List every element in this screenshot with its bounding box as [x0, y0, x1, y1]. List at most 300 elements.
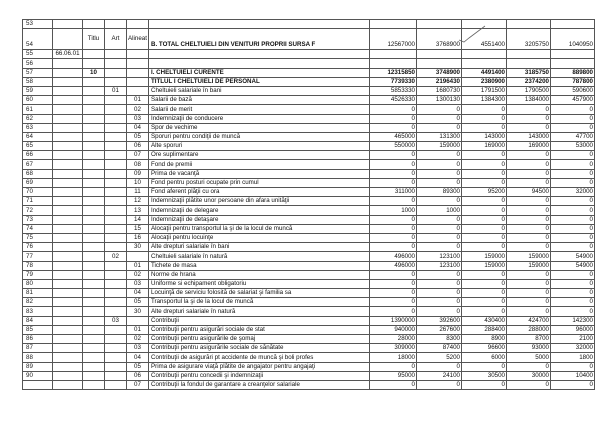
- paragraph-code-cell: 14: [127, 215, 149, 224]
- amount-cell: 889800: [551, 68, 595, 77]
- amount-cell: 93000: [507, 344, 551, 353]
- amount-cell: 0: [370, 105, 417, 114]
- chapter-code-cell: [53, 261, 83, 270]
- amount-cell: [370, 59, 417, 68]
- amount-cell: 8700: [507, 335, 551, 344]
- row-number-cell: 54: [23, 29, 53, 50]
- amount-cell: 0: [507, 298, 551, 307]
- amount-cell: 0: [551, 169, 595, 178]
- article-code-cell: [105, 335, 127, 344]
- article-code-cell: [105, 59, 127, 68]
- amount-cell: 0: [507, 270, 551, 279]
- description-cell: Cheltuieli salariale în natură: [149, 252, 370, 261]
- title-code-cell: [83, 188, 105, 197]
- amount-cell: 0: [551, 289, 595, 298]
- chapter-code-cell: [53, 160, 83, 169]
- table-row: [23, 243, 595, 252]
- row-number-cell: 60: [23, 96, 53, 105]
- amount-cell: 0: [417, 160, 462, 169]
- amount-cell: 96000: [551, 325, 595, 334]
- amount-cell: 0: [507, 105, 551, 114]
- amount-cell: 5200: [417, 353, 462, 362]
- description-cell: [149, 59, 370, 68]
- amount-cell: 0: [417, 123, 462, 132]
- paragraph-code-cell: 02: [127, 270, 149, 279]
- amount-cell: 0: [507, 233, 551, 242]
- description-cell: Fond de premii: [149, 160, 370, 169]
- amount-cell: 0: [507, 169, 551, 178]
- table-body: [23, 20, 595, 390]
- table-row: [23, 261, 595, 270]
- amount-cell: 0: [507, 224, 551, 233]
- amount-cell: 143000: [507, 132, 551, 141]
- paragraph-code-cell: 05: [127, 362, 149, 371]
- row-number-cell: 90: [23, 371, 53, 380]
- table-row: [23, 344, 595, 353]
- amount-cell: 0: [370, 178, 417, 187]
- chapter-code-cell: [53, 316, 83, 325]
- paragraph-code-cell: 10: [127, 178, 149, 187]
- article-code-cell: [105, 50, 127, 59]
- amount-cell: 0: [462, 243, 507, 252]
- chapter-code-cell: [53, 335, 83, 344]
- amount-cell: 424700: [507, 316, 551, 325]
- row-number-cell: 58: [23, 77, 53, 86]
- description-cell: Salarii de merit: [149, 105, 370, 114]
- article-code-cell: [105, 151, 127, 160]
- paragraph-code-cell: 02: [127, 105, 149, 114]
- amount-cell: 0: [462, 279, 507, 288]
- title-code-cell: [83, 123, 105, 132]
- amount-cell: 288400: [462, 325, 507, 334]
- amount-cell: 0: [462, 289, 507, 298]
- amount-cell: 131300: [417, 132, 462, 141]
- title-code-cell: [83, 206, 105, 215]
- chapter-code-cell: [53, 169, 83, 178]
- amount-cell: 0: [551, 215, 595, 224]
- row-number-cell: 64: [23, 132, 53, 141]
- amount-cell: 28000: [370, 335, 417, 344]
- amount-cell: 0: [507, 362, 551, 371]
- table-row: [23, 316, 595, 325]
- amount-cell: 4491400: [462, 68, 507, 77]
- chapter-code-cell: [53, 123, 83, 132]
- amount-cell: 0: [462, 380, 507, 389]
- paragraph-code-cell: [127, 59, 149, 68]
- amount-cell: 0: [551, 151, 595, 160]
- table-row: [23, 50, 595, 59]
- amount-cell: 1680730: [417, 86, 462, 95]
- description-cell: Contribuţii pentru concedii şi indemnizaţii: [149, 371, 370, 380]
- amount-cell: [507, 59, 551, 68]
- row-number-cell: [23, 380, 53, 389]
- description-cell: Prima de vacanţă: [149, 169, 370, 178]
- amount-cell: 0: [370, 380, 417, 389]
- description-cell: Tichete de masa: [149, 261, 370, 270]
- paragraph-code-cell: 04: [127, 353, 149, 362]
- amount-cell: 32000: [551, 344, 595, 353]
- amount-cell: 392600: [417, 316, 462, 325]
- paragraph-code-cell: 11: [127, 188, 149, 197]
- paragraph-code-cell: 02: [127, 335, 149, 344]
- title-code-cell: [83, 96, 105, 105]
- article-code-cell: 02: [105, 252, 127, 261]
- table-row: [23, 105, 595, 114]
- title-code-cell: [83, 371, 105, 380]
- article-code-cell: [105, 114, 127, 123]
- chapter-code-cell: 66.06.01: [53, 50, 83, 59]
- paragraph-code-cell: 07: [127, 380, 149, 389]
- article-code-cell: [105, 380, 127, 389]
- row-number-cell: 77: [23, 252, 53, 261]
- article-code-cell: [105, 298, 127, 307]
- amount-cell: 0: [462, 307, 507, 316]
- article-code-cell: [105, 206, 127, 215]
- paragraph-code-cell: 09: [127, 169, 149, 178]
- title-code-cell: 10: [83, 68, 105, 77]
- article-code-cell: [105, 20, 127, 29]
- description-cell: Norme de hrana: [149, 270, 370, 279]
- row-number-cell: 57: [23, 68, 53, 77]
- amount-cell: [551, 59, 595, 68]
- paragraph-code-cell: 03: [127, 114, 149, 123]
- amount-cell: 12567000: [370, 29, 417, 50]
- paragraph-code-cell: [127, 86, 149, 95]
- description-cell: Transportul la şi de la locul de muncă: [149, 298, 370, 307]
- table-row: [23, 270, 595, 279]
- description-cell: Alocaţii pentru transportul la şi de la locul de muncă: [149, 224, 370, 233]
- article-code-cell: [105, 123, 127, 132]
- amount-cell: 1800: [551, 353, 595, 362]
- article-code-cell: [105, 307, 127, 316]
- description-cell: Prima de asigurare viaţă plătite de angajator pentru angajaţi: [149, 362, 370, 371]
- amount-cell: 0: [551, 307, 595, 316]
- title-code-cell: [83, 169, 105, 178]
- amount-cell: 0: [417, 215, 462, 224]
- table-row: [23, 86, 595, 95]
- amount-cell: 0: [417, 270, 462, 279]
- row-number-cell: 86: [23, 335, 53, 344]
- chapter-code-cell: [53, 252, 83, 261]
- table-row: [23, 215, 595, 224]
- title-code-cell: [83, 252, 105, 261]
- amount-cell: 3185750: [507, 68, 551, 77]
- description-cell: Indemnizaţii de delegare: [149, 206, 370, 215]
- table-row: [23, 114, 595, 123]
- amount-cell: 10400: [551, 371, 595, 380]
- title-code-cell: [83, 151, 105, 160]
- table-row: [23, 289, 595, 298]
- chapter-code-cell: [53, 105, 83, 114]
- amount-cell: 4526330: [370, 96, 417, 105]
- amount-cell: 0: [507, 380, 551, 389]
- amount-cell: [417, 59, 462, 68]
- title-code-cell: [83, 261, 105, 270]
- title-code-cell: [83, 215, 105, 224]
- amount-cell: 5853330: [370, 86, 417, 95]
- row-number-cell: 82: [23, 298, 53, 307]
- description-cell: Ore suplimentare: [149, 151, 370, 160]
- article-code-cell: [105, 289, 127, 298]
- table-row: [23, 151, 595, 160]
- amount-cell: 5000: [507, 353, 551, 362]
- article-code-cell: [105, 105, 127, 114]
- chapter-code-cell: [53, 68, 83, 77]
- amount-cell: 3748900: [417, 68, 462, 77]
- chapter-code-cell: [53, 96, 83, 105]
- article-code-cell: [105, 96, 127, 105]
- amount-cell: 159000: [417, 142, 462, 151]
- amount-cell: 0: [370, 362, 417, 371]
- amount-cell: 0: [462, 362, 507, 371]
- amount-cell: 2196430: [417, 77, 462, 86]
- row-number-cell: 78: [23, 261, 53, 270]
- chapter-code-cell: [53, 206, 83, 215]
- chapter-code-cell: [53, 215, 83, 224]
- row-number-cell: 73: [23, 215, 53, 224]
- amount-cell: 496000: [370, 252, 417, 261]
- paragraph-code-cell: 12: [127, 197, 149, 206]
- table-row: [23, 160, 595, 169]
- amount-cell: 159000: [462, 261, 507, 270]
- amount-cell: 0: [507, 151, 551, 160]
- amount-cell: 1791500: [462, 86, 507, 95]
- description-cell: I. CHELTUIELI CURENTE: [149, 68, 370, 77]
- amount-cell: 2380900: [462, 77, 507, 86]
- description-cell: [149, 20, 370, 29]
- chapter-code-cell: [53, 289, 83, 298]
- title-code-cell: [83, 132, 105, 141]
- amount-cell: 0: [507, 215, 551, 224]
- amount-cell: 0: [551, 105, 595, 114]
- amount-cell: 0: [370, 307, 417, 316]
- row-number-cell: 83: [23, 307, 53, 316]
- title-code-cell: [83, 316, 105, 325]
- budget-table: [22, 19, 595, 390]
- row-number-cell: 59: [23, 86, 53, 95]
- article-code-cell: 01: [105, 86, 127, 95]
- row-number-cell: 68: [23, 169, 53, 178]
- row-number-cell: 53: [23, 20, 53, 29]
- row-number-cell: 74: [23, 224, 53, 233]
- description-cell: Contribuţii pentru asigurările sociale de sănătate: [149, 344, 370, 353]
- amount-cell: 0: [462, 114, 507, 123]
- paragraph-code-cell: 01: [127, 261, 149, 270]
- amount-cell: 0: [417, 105, 462, 114]
- amount-cell: 0: [417, 178, 462, 187]
- amount-cell: 1790500: [507, 86, 551, 95]
- amount-cell: [370, 20, 417, 29]
- row-number-cell: 62: [23, 114, 53, 123]
- chapter-code-cell: [53, 279, 83, 288]
- amount-cell: 0: [462, 123, 507, 132]
- chapter-code-cell: [53, 325, 83, 334]
- row-number-cell: 84: [23, 316, 53, 325]
- amount-cell: [551, 20, 595, 29]
- title-code-cell: Titlu: [83, 29, 105, 50]
- amount-cell: 0: [551, 224, 595, 233]
- article-code-cell: 03: [105, 316, 127, 325]
- amount-cell: 0: [462, 105, 507, 114]
- amount-cell: 0: [462, 233, 507, 242]
- description-cell: Alte drepturi salariale în natură: [149, 307, 370, 316]
- amount-cell: 94500: [507, 188, 551, 197]
- table-row: [23, 77, 595, 86]
- amount-cell: 0: [417, 380, 462, 389]
- paragraph-code-cell: 08: [127, 160, 149, 169]
- amount-cell: 1040950: [551, 29, 595, 50]
- amount-cell: 1300130: [417, 96, 462, 105]
- amount-cell: 95200: [462, 188, 507, 197]
- amount-cell: 0: [507, 114, 551, 123]
- amount-cell: 0: [551, 160, 595, 169]
- amount-cell: 0: [462, 224, 507, 233]
- pen-tick-mark: [455, 22, 495, 44]
- table-row: [23, 233, 595, 242]
- amount-cell: 1384000: [507, 96, 551, 105]
- table-row: [23, 371, 595, 380]
- amount-cell: 0: [551, 178, 595, 187]
- amount-cell: 0: [370, 298, 417, 307]
- amount-cell: 0: [462, 160, 507, 169]
- table-row: [23, 178, 595, 187]
- amount-cell: 1000: [370, 206, 417, 215]
- amount-cell: 159000: [507, 261, 551, 270]
- table-row: [23, 298, 595, 307]
- amount-cell: 0: [417, 279, 462, 288]
- row-number-cell: 65: [23, 142, 53, 151]
- amount-cell: 0: [370, 169, 417, 178]
- table-row: [23, 68, 595, 77]
- chapter-code-cell: [53, 380, 83, 389]
- article-code-cell: [105, 371, 127, 380]
- amount-cell: 0: [417, 307, 462, 316]
- row-number-cell: 76: [23, 243, 53, 252]
- article-code-cell: [105, 197, 127, 206]
- amount-cell: 0: [370, 197, 417, 206]
- amount-cell: 267600: [417, 325, 462, 334]
- chapter-code-cell: [53, 86, 83, 95]
- amount-cell: 89300: [417, 188, 462, 197]
- paragraph-code-cell: 30: [127, 243, 149, 252]
- title-code-cell: [83, 233, 105, 242]
- amount-cell: 0: [551, 270, 595, 279]
- amount-cell: 0: [417, 169, 462, 178]
- amount-cell: 0: [462, 169, 507, 178]
- row-number-cell: 85: [23, 325, 53, 334]
- description-cell: Spor de vechime: [149, 123, 370, 132]
- row-number-cell: 88: [23, 353, 53, 362]
- amount-cell: 0: [507, 279, 551, 288]
- amount-cell: 1000: [417, 206, 462, 215]
- row-number-cell: 70: [23, 188, 53, 197]
- article-code-cell: [105, 178, 127, 187]
- chapter-code-cell: [53, 188, 83, 197]
- paragraph-code-cell: 04: [127, 123, 149, 132]
- chapter-code-cell: [53, 362, 83, 371]
- amount-cell: 288000: [507, 325, 551, 334]
- amount-cell: 0: [370, 233, 417, 242]
- description-cell: Locuinţă de serviciu folosită de salariat şi familia sa: [149, 289, 370, 298]
- amount-cell: 123100: [417, 261, 462, 270]
- description-cell: Contribuţii pentru asigurări sociale de stat: [149, 325, 370, 334]
- amount-cell: 159000: [507, 252, 551, 261]
- amount-cell: 311000: [370, 188, 417, 197]
- chapter-code-cell: [53, 298, 83, 307]
- chapter-code-cell: [53, 20, 83, 29]
- amount-cell: 0: [370, 243, 417, 252]
- table-row: [23, 29, 595, 50]
- table-row: [23, 362, 595, 371]
- chapter-code-cell: [53, 353, 83, 362]
- description-cell: [149, 50, 370, 59]
- paragraph-code-cell: 04: [127, 289, 149, 298]
- amount-cell: 0: [507, 307, 551, 316]
- paragraph-code-cell: 01: [127, 96, 149, 105]
- chapter-code-cell: [53, 243, 83, 252]
- table-row: [23, 123, 595, 132]
- title-code-cell: [83, 59, 105, 68]
- table-row: [23, 59, 595, 68]
- amount-cell: 0: [462, 215, 507, 224]
- amount-cell: 0: [551, 114, 595, 123]
- title-code-cell: [83, 86, 105, 95]
- amount-cell: 0: [370, 215, 417, 224]
- title-code-cell: [83, 353, 105, 362]
- article-code-cell: [105, 353, 127, 362]
- description-cell: Uniforme si echipament obligatoriu: [149, 279, 370, 288]
- title-code-cell: [83, 380, 105, 389]
- table-row: [23, 169, 595, 178]
- amount-cell: 54900: [551, 252, 595, 261]
- description-cell: Contribuţii: [149, 316, 370, 325]
- article-code-cell: [105, 169, 127, 178]
- amount-cell: 3205750: [507, 29, 551, 50]
- table-row: [23, 335, 595, 344]
- amount-cell: 0: [417, 114, 462, 123]
- budget-spreadsheet: [22, 19, 594, 390]
- description-cell: Sporuri pentru condiţii de muncă: [149, 132, 370, 141]
- amount-cell: 0: [370, 123, 417, 132]
- amount-cell: [462, 59, 507, 68]
- amount-cell: 0: [507, 289, 551, 298]
- amount-cell: 550000: [370, 142, 417, 151]
- title-code-cell: [83, 77, 105, 86]
- amount-cell: 0: [370, 279, 417, 288]
- amount-cell: 590600: [551, 86, 595, 95]
- paragraph-code-cell: 01: [127, 325, 149, 334]
- amount-cell: 0: [370, 289, 417, 298]
- amount-cell: 7739330: [370, 77, 417, 86]
- article-code-cell: [105, 160, 127, 169]
- description-cell: Indemnizaţii plătite unor persoane din afara unităţii: [149, 197, 370, 206]
- paragraph-code-cell: [127, 316, 149, 325]
- amount-cell: 0: [462, 298, 507, 307]
- chapter-code-cell: [53, 29, 83, 50]
- amount-cell: 0: [370, 160, 417, 169]
- chapter-code-cell: [53, 307, 83, 316]
- paragraph-code-cell: Alineat: [127, 29, 149, 50]
- amount-cell: 0: [462, 197, 507, 206]
- title-code-cell: [83, 270, 105, 279]
- amount-cell: 0: [370, 224, 417, 233]
- amount-cell: 0: [507, 123, 551, 132]
- title-code-cell: [83, 243, 105, 252]
- amount-cell: [370, 50, 417, 59]
- amount-cell: 457900: [551, 96, 595, 105]
- title-code-cell: [83, 289, 105, 298]
- amount-cell: 18000: [370, 353, 417, 362]
